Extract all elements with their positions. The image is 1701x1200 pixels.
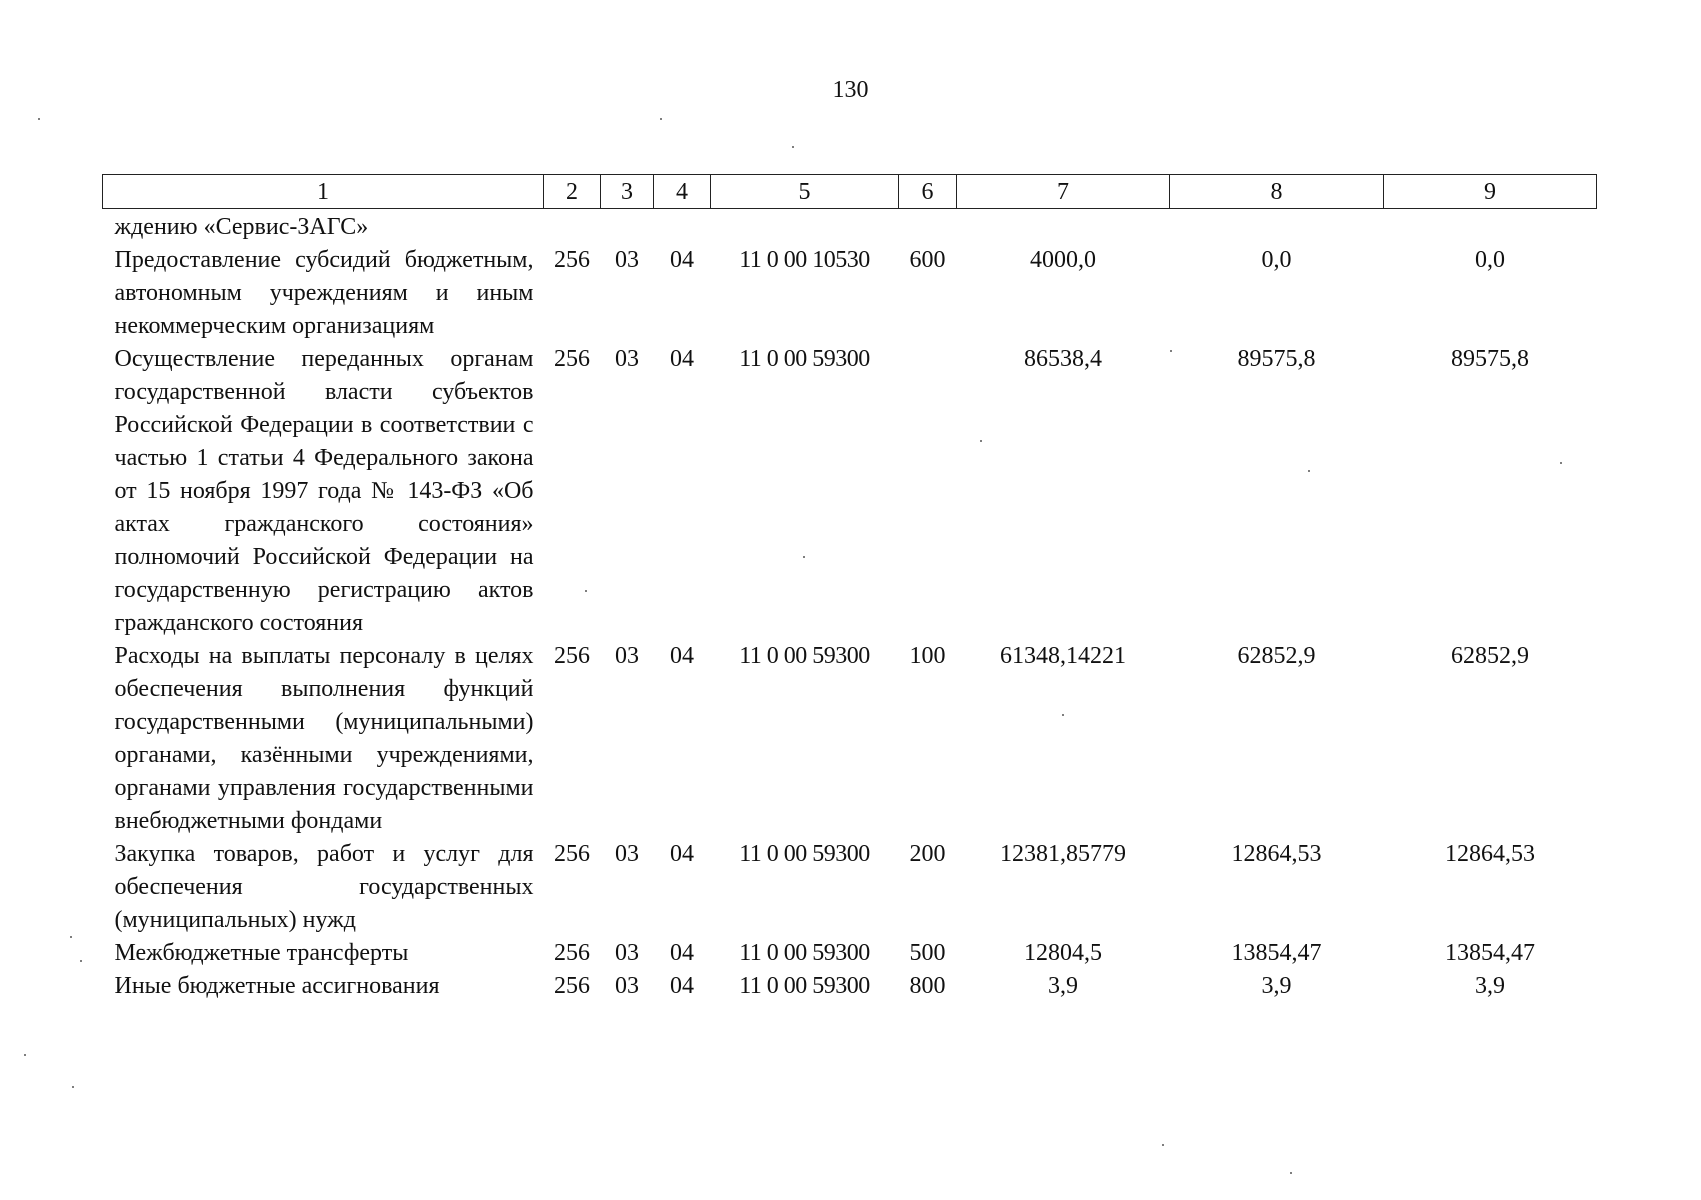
row-name: Закупка товаров, работ и услуг для обеспечения государственных (муниципальных) нужд [114, 841, 534, 933]
cell-col7: 12804,5 [1024, 940, 1102, 966]
column-header-4: 4 [654, 175, 711, 209]
scan-speck [1162, 1144, 1164, 1146]
cell-col6: 800 [909, 973, 946, 999]
scan-speck [660, 118, 662, 120]
cell-col6: 500 [909, 940, 946, 966]
scan-speck [72, 1086, 74, 1088]
cell-col4: 04 [670, 247, 694, 273]
scan-speck [38, 118, 40, 120]
cell-col7: 4000,0 [1030, 247, 1096, 273]
table-row [103, 343, 1597, 640]
scan-speck [1308, 470, 1310, 472]
cell-col3: 03 [615, 247, 639, 273]
cell-col5: 11 0 00 10530 [739, 247, 870, 273]
cell-col9: 12864,53 [1445, 841, 1535, 867]
cell-col6: 100 [909, 643, 946, 669]
cell-col2: 256 [554, 643, 590, 669]
cell-col3: 03 [615, 940, 639, 966]
table-row [103, 244, 1597, 343]
cell-col9: 0,0 [1475, 247, 1505, 273]
scan-speck [80, 960, 82, 962]
scan-speck [70, 936, 72, 938]
cell-col4: 04 [670, 841, 694, 867]
cell-col9 [1384, 209, 1597, 245]
cell-col2: 256 [554, 940, 590, 966]
column-header-5: 5 [711, 175, 899, 209]
cell-col7: 3,9 [1048, 973, 1078, 999]
table-row [103, 970, 1597, 1003]
cell-col9: 3,9 [1475, 973, 1505, 999]
cell-col4: 04 [670, 643, 694, 669]
column-header-6: 6 [899, 175, 957, 209]
budget-table [102, 174, 1597, 1003]
cell-col4: 04 [670, 973, 694, 999]
cell-col5: 11 0 00 59300 [739, 940, 870, 966]
cell-col2 [544, 209, 601, 245]
cell-col6: 200 [909, 841, 946, 867]
cell-col7: 61348,14221 [1000, 643, 1126, 669]
column-header-9: 9 [1384, 175, 1597, 209]
cell-col3 [601, 209, 654, 245]
header-row [103, 175, 1597, 209]
cell-col6 [899, 343, 957, 640]
cell-col9: 62852,9 [1451, 643, 1529, 669]
cell-col3: 03 [615, 346, 639, 372]
cell-col5: 11 0 00 59300 [739, 346, 870, 372]
column-header-1: 1 [103, 175, 544, 209]
cell-col4 [654, 209, 711, 245]
cell-col3: 03 [615, 643, 639, 669]
cell-col5 [711, 209, 899, 245]
table-row [103, 640, 1597, 838]
cell-col8 [1170, 209, 1384, 245]
column-header-3: 3 [601, 175, 654, 209]
cell-col3: 03 [615, 973, 639, 999]
cell-col8: 13854,47 [1231, 940, 1322, 966]
cell-col4: 04 [670, 940, 694, 966]
cell-col4: 04 [670, 346, 694, 372]
column-header-2: 2 [544, 175, 601, 209]
cell-col5: 11 0 00 59300 [739, 973, 870, 999]
scan-speck [585, 590, 587, 592]
scan-speck [1062, 714, 1064, 716]
cell-col6: 600 [909, 247, 946, 273]
scan-speck [1560, 462, 1562, 464]
cell-col2: 256 [554, 346, 590, 372]
cell-col9: 89575,8 [1451, 346, 1529, 372]
row-name: ждению «Сервис-ЗАГС» [114, 214, 369, 240]
cell-col8: 62852,9 [1237, 643, 1316, 669]
table-row [103, 838, 1597, 937]
scan-speck [803, 556, 805, 558]
cell-col2: 256 [554, 247, 590, 273]
scan-speck [1290, 1172, 1292, 1174]
cell-col5: 11 0 00 59300 [739, 643, 870, 669]
row-name: Осуществление переданных органам государственной власти субъектов Российской Федерации в соответствии с частью 1 статьи 4 Федерального закона от 15 ноября 1997 года № 143-ФЗ «Об актах гражданского состояния» полномочий Российской Федерации на государственную регистрацию актов гражданского состояния [114, 346, 534, 636]
scan-speck [792, 146, 794, 148]
cell-col8: 3,9 [1261, 973, 1292, 999]
cell-col3: 03 [615, 841, 639, 867]
cell-col9: 13854,47 [1445, 940, 1535, 966]
cell-col6 [899, 209, 957, 245]
table-row [103, 937, 1597, 970]
scan-speck [980, 440, 982, 442]
page-number: 130 [832, 77, 869, 103]
cell-col7: 12381,85779 [1000, 841, 1126, 867]
row-name: Расходы на выплаты персоналу в целях обеспечения выполнения функций государственными (муниципальными) органами, казёнными учреждениями, органами управления государственными внебюджетными фондами [114, 643, 534, 834]
row-name: Предоставление субсидий бюджетным, автономным учреждениям и иным некоммерческим организациям [114, 247, 534, 339]
cell-col2: 256 [554, 841, 590, 867]
row-name: Иные бюджетные ассигнования [114, 973, 440, 999]
cell-col8: 0,0 [1261, 247, 1292, 273]
column-header-7: 7 [957, 175, 1170, 209]
cell-col5: 11 0 00 59300 [739, 841, 870, 867]
scan-speck [1170, 350, 1172, 352]
column-header-8: 8 [1170, 175, 1384, 209]
table-row [103, 209, 1597, 245]
cell-col7 [957, 209, 1170, 245]
cell-col7: 86538,4 [1024, 346, 1102, 372]
cell-col8: 89575,8 [1237, 346, 1316, 372]
scan-speck [24, 1054, 26, 1056]
cell-col8: 12864,53 [1231, 841, 1322, 867]
row-name: Межбюджетные трансферты [114, 940, 409, 966]
cell-col2: 256 [554, 973, 590, 999]
